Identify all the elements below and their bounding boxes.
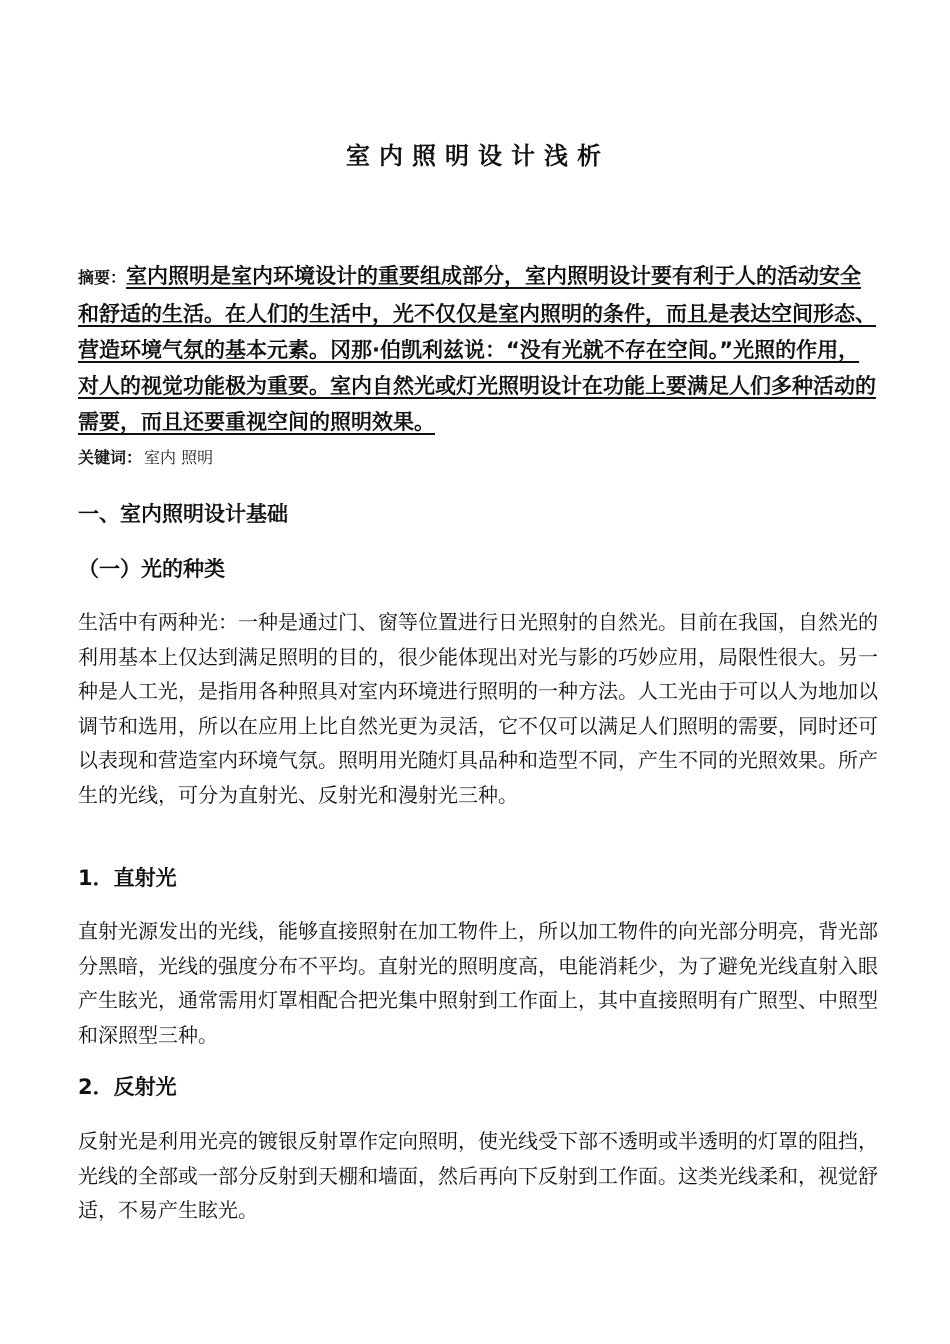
- keywords-label: 关键词：: [78, 448, 143, 467]
- paragraph-direct-light: 直射光源发出的光线，能够直接照射在加工物件上，所以加工物件的向光部分明亮，背光部分黑暗，光线的强度分布不平均。直射光的照明度高，电能消耗少，为了避免光线直射入眼产生眩光，通常需用灯罩相配合把光集中照射到工作面上，其中直接照明有广照型、中照型和深照型三种。: [78, 919, 878, 1047]
- section-heading: 一、室内照明设计基础: [78, 502, 288, 526]
- abstract-text: 室内照明是室内环境设计的重要组成部分，室内照明设计要有利于人的活动安全和舒适的生活。在人们的生活中，光不仅仅是室内照明的条件，而且是表达空间形态、营造环境气氛的基本元素。冈那·伯凯利兹说：“没有光就不存在空间。”光照的作用，对人的视觉功能极为重要。室内自然光或灯光照明设计在功能上要满足人们多种活动的需要，而且还要重视空间的照明效果。: [78, 264, 876, 434]
- document-title: 室内照明设计浅析: [346, 142, 610, 170]
- keywords-value: 室内 照明: [144, 448, 214, 467]
- item-heading-reflected-light: 2．反射光: [78, 1075, 177, 1099]
- keywords: [78, 445, 213, 468]
- item-heading-direct-light: 1．直射光: [78, 866, 177, 890]
- subsection-heading: （一）光的种类: [78, 557, 225, 581]
- abstract-label: 摘要：: [78, 268, 127, 287]
- abstract: [78, 258, 878, 440]
- paragraph-light-types: 生活中有两种光：一种是通过门、窗等位置进行日光照射的自然光。目前在我国，自然光的利用基本上仅达到满足照明的目的，很少能体现出对光与影的巧妙应用，局限性很大。另一种是人工光，是指用各种照具对室内环境进行照明的一种方法。人工光由于可以人为地加以调节和选用，所以在应用上比自然光更为灵活，它不仅可以满足人们照明的需要，同时还可以表现和营造室内环境气氛。照明用光随灯具品种和造型不同，产生不同的光照效果。所产生的光线，可分为直射光、反射光和漫射光三种。: [78, 610, 878, 807]
- paragraph-reflected-light: 反射光是利用光亮的镀银反射罩作定向照明，使光线受下部不透明或半透明的灯罩的阻挡，光线的全部或一部分反射到天棚和墙面，然后再向下反射到工作面。这类光线柔和，视觉舒适，不易产生眩光。: [78, 1129, 878, 1222]
